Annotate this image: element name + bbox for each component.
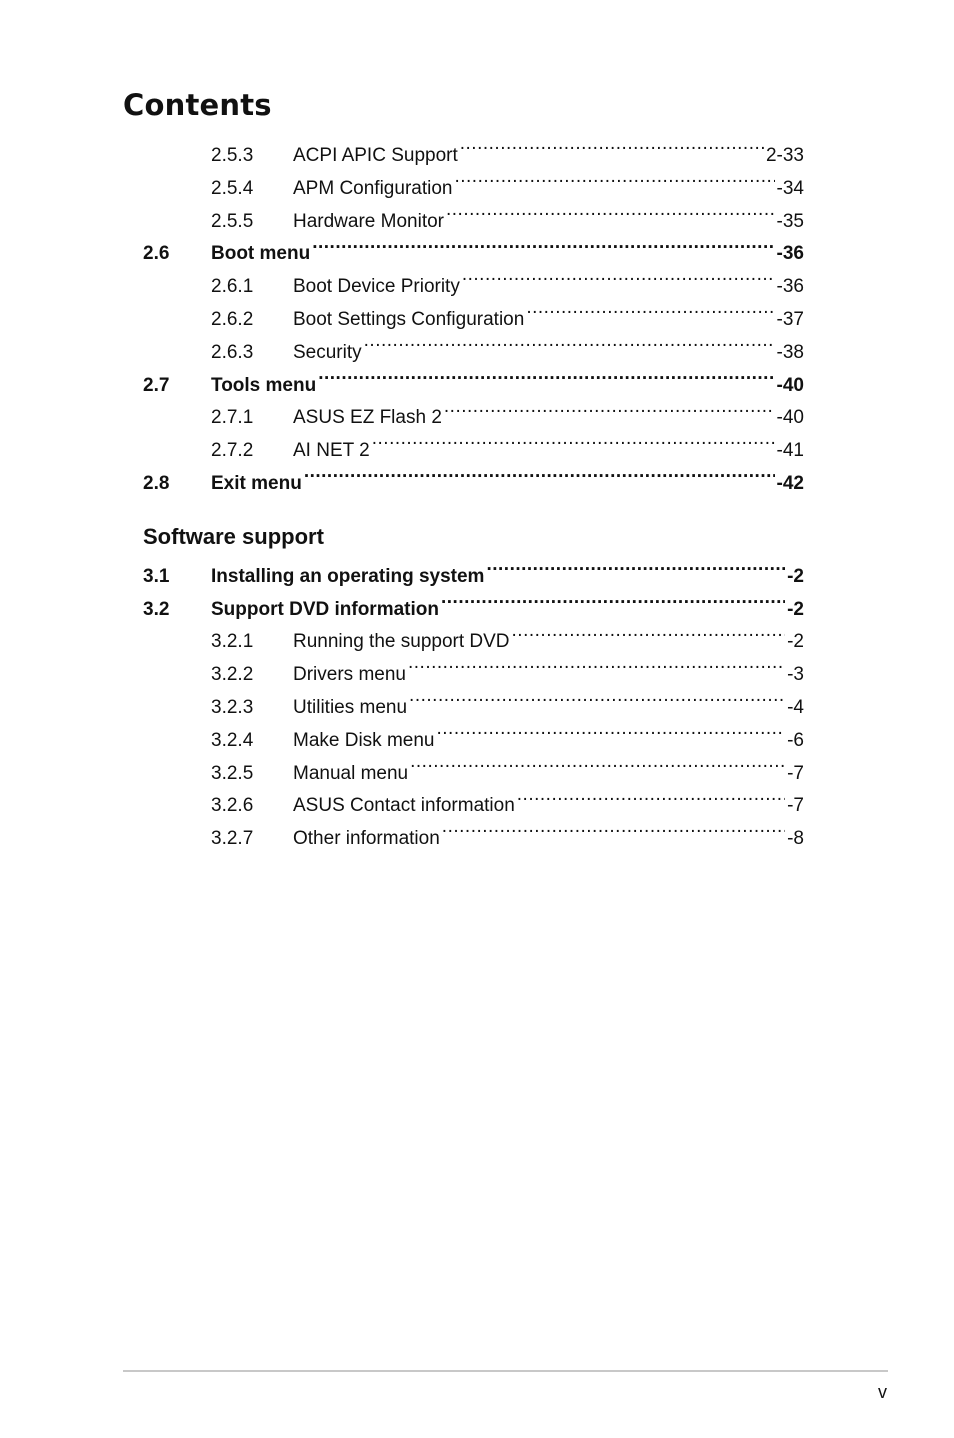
- toc-entry-number: 3.2.1: [211, 631, 254, 653]
- toc-entry[interactable]: [143, 659, 804, 692]
- toc-dot-leader: [460, 142, 764, 161]
- toc-dot-leader: [486, 563, 785, 582]
- toc-entry-page: -8: [787, 828, 804, 850]
- toc-entry-page: -2: [787, 598, 804, 620]
- toc-dot-leader: [304, 470, 775, 489]
- toc-entry-page: -2: [787, 565, 804, 587]
- toc-entry-number: 3.2.3: [211, 696, 254, 718]
- toc-entry-number: 3.1: [143, 565, 170, 587]
- toc-entry-number: 2.5.5: [211, 210, 254, 232]
- page-title: Contents: [123, 88, 272, 122]
- toc-entry-title: Security: [293, 341, 362, 363]
- toc-entry[interactable]: [143, 626, 804, 659]
- toc-entry-page: -41: [776, 440, 804, 462]
- toc-entry-number: 2.5.3: [211, 145, 254, 166]
- toc-entry[interactable]: [143, 271, 804, 304]
- toc-dot-leader: [444, 404, 775, 423]
- toc-entry-page: -6: [787, 729, 804, 751]
- footer-divider: [123, 1370, 888, 1372]
- toc-entry-title: Utilities menu: [293, 696, 408, 718]
- toc-entry-title: Manual menu: [293, 762, 409, 784]
- toc-entry-page: -3: [787, 664, 804, 686]
- toc-entry-number: 3.2.7: [211, 828, 254, 850]
- toc-list-chapter-2: [143, 140, 804, 501]
- toc-entry[interactable]: [143, 206, 804, 239]
- toc-dot-leader: [526, 306, 774, 325]
- toc-entry-number: 3.2.4: [211, 729, 254, 751]
- toc-entry[interactable]: [143, 304, 804, 337]
- toc-entry-page: -4: [787, 696, 804, 718]
- toc-dot-leader: [318, 372, 774, 391]
- toc-dot-leader: [372, 437, 775, 456]
- toc-entry[interactable]: [143, 402, 804, 435]
- toc-entry[interactable]: [143, 140, 804, 173]
- toc-entry[interactable]: [143, 370, 804, 403]
- toc-entry-number: 2.6.3: [211, 341, 254, 363]
- toc-entry-page: -7: [787, 795, 804, 817]
- toc-entry-title: Boot Settings Configuration: [293, 308, 525, 330]
- toc-dot-leader: [442, 825, 785, 844]
- toc-dot-leader: [454, 175, 774, 194]
- toc-dot-leader: [408, 661, 785, 680]
- toc-entry[interactable]: [143, 692, 804, 725]
- toc-entry-number: 3.2.6: [211, 795, 254, 817]
- toc-entry-title: Other information: [293, 828, 440, 850]
- toc-entry-page: -36: [776, 243, 804, 265]
- toc-dot-leader: [312, 240, 774, 259]
- toc-entry-title: AI NET 2: [293, 440, 370, 462]
- toc-entry-title: Installing an operating system: [211, 565, 485, 587]
- toc-entry-page: -34: [776, 177, 804, 199]
- toc-entry-number: 2.6: [143, 243, 170, 265]
- toc-entry-number: 2.8: [143, 472, 170, 494]
- toc-entry[interactable]: [143, 468, 804, 501]
- toc-dot-leader: [441, 596, 785, 615]
- toc-entry-title: Support DVD information: [211, 598, 439, 620]
- toc-entry-page: 2-33: [765, 145, 804, 166]
- toc-entry-number: 3.2.2: [211, 664, 254, 686]
- toc-entry-title: Boot Device Priority: [293, 276, 460, 298]
- toc-entry-title: APM Configuration: [293, 177, 453, 199]
- toc-entry[interactable]: [143, 823, 804, 856]
- toc-entry-title: ASUS EZ Flash 2: [293, 407, 442, 429]
- toc-entry-title: ASUS Contact information: [293, 795, 515, 817]
- toc-dot-leader: [462, 273, 775, 292]
- toc-entry[interactable]: [143, 790, 804, 823]
- toc-entry-title: Exit menu: [211, 472, 302, 494]
- section-heading-software-support: Software support: [143, 523, 324, 549]
- toc-dot-leader: [512, 628, 786, 647]
- toc-entry[interactable]: [143, 173, 804, 206]
- toc-entry-page: -2: [787, 631, 804, 653]
- toc-list-chapter-3: [143, 561, 804, 856]
- toc-entry-number: 2.7.1: [211, 407, 254, 429]
- toc-entry-page: -38: [776, 341, 804, 363]
- toc-dot-leader: [410, 760, 785, 779]
- toc-entry-page: -7: [787, 762, 804, 784]
- table-of-contents: [143, 140, 804, 856]
- toc-dot-leader: [437, 727, 786, 746]
- toc-entry-number: 2.6.2: [211, 308, 254, 330]
- toc-entry-page: -42: [776, 472, 804, 494]
- toc-entry-number: 2.7: [143, 374, 170, 396]
- toc-entry[interactable]: [143, 561, 804, 594]
- toc-entry-page: -36: [776, 276, 804, 298]
- toc-entry-title: Boot menu: [211, 243, 311, 265]
- toc-dot-leader: [364, 339, 775, 358]
- toc-entry-page: -40: [776, 374, 804, 396]
- toc-entry[interactable]: [143, 337, 804, 370]
- toc-entry-title: ACPI APIC Support: [293, 145, 458, 166]
- toc-dot-leader: [409, 694, 785, 713]
- toc-entry-page: -37: [776, 308, 804, 330]
- toc-entry-number: 2.6.1: [211, 276, 254, 298]
- toc-entry-number: 3.2.5: [211, 762, 254, 784]
- toc-entry-title: Make Disk menu: [293, 729, 435, 751]
- toc-entry[interactable]: [143, 594, 804, 627]
- toc-entry-title: Tools menu: [211, 374, 317, 396]
- footer-page-number: v: [878, 1382, 887, 1402]
- toc-entry-title: Running the support DVD: [293, 631, 510, 653]
- toc-entry[interactable]: [143, 725, 804, 758]
- toc-entry[interactable]: [143, 238, 804, 271]
- toc-entry-page: -40: [776, 407, 804, 429]
- toc-entry-number: 3.2: [143, 598, 170, 620]
- toc-dot-leader: [517, 792, 785, 811]
- toc-entry[interactable]: [143, 435, 804, 468]
- toc-entry-title: Drivers menu: [293, 664, 406, 686]
- toc-dot-leader: [446, 208, 775, 227]
- toc-entry-page: -35: [776, 210, 804, 232]
- toc-entry-title: Hardware Monitor: [293, 210, 444, 232]
- toc-entry[interactable]: [143, 758, 804, 791]
- toc-entry-number: 2.5.4: [211, 177, 254, 199]
- toc-entry-number: 2.7.2: [211, 440, 254, 462]
